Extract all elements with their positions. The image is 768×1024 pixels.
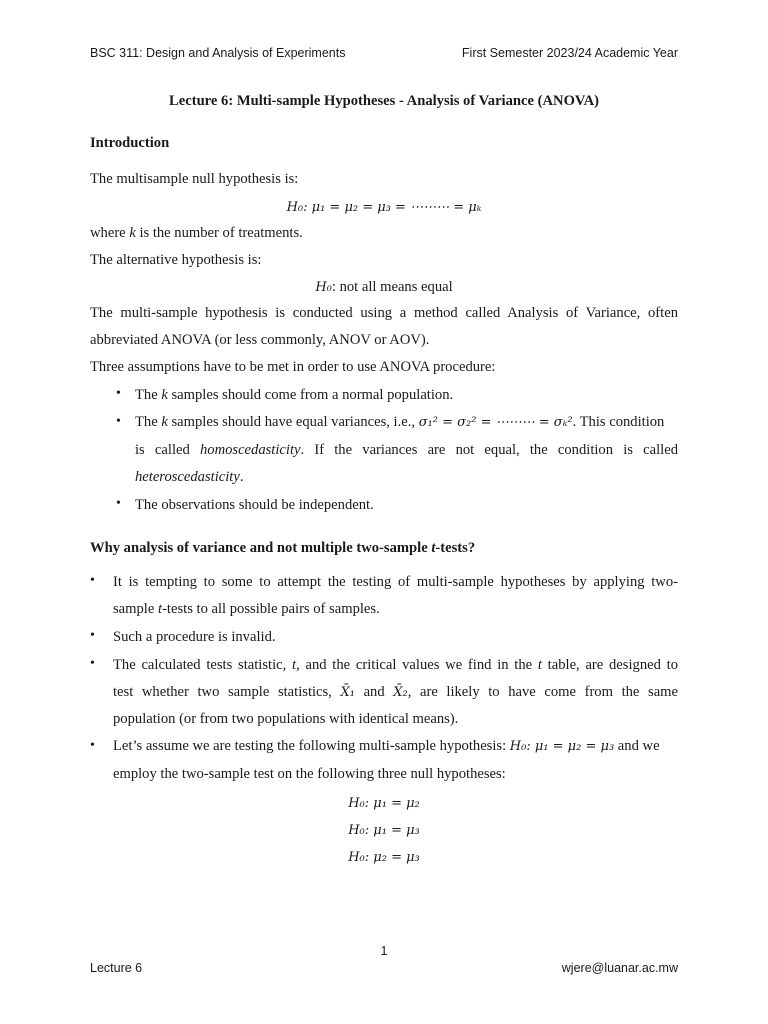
why-bullet-4-line-2: employ the two-sample test on the following three null hypotheses: — [113, 766, 506, 782]
assumption-variance-line-1: The k samples should have equal variances, i.e., σ₁² = σ₂² = ⋯⋯⋯ = σₖ². This condition — [135, 414, 665, 430]
alt-hypothesis: H₀: not all means equal — [315, 279, 453, 295]
bullet-icon: • — [116, 386, 121, 401]
bullet-icon: • — [90, 738, 95, 753]
why-bullet-4-line-1: Let’s assume we are testing the following multi-sample hypothesis: H₀: μ₁ = μ₂ = μ₃ and we — [113, 738, 660, 754]
assumptions-lead: Three assumptions have to be met in order to use ANOVA procedure: — [90, 359, 496, 375]
alt-lead: The alternative hypothesis is: — [90, 252, 262, 268]
null-lead: The multisample null hypothesis is: — [90, 171, 299, 187]
hypothesis-3: H₀: μ₂ = μ₃ — [348, 850, 420, 865]
why-bullet-1-line-1: It is tempting to some to attempt the testing of multi-sample hypotheses by applying two- — [113, 574, 678, 590]
bullet-icon: • — [116, 414, 121, 429]
anova-line-1: The multi-sample hypothesis is conducted using a method called Analysis of Variance, often — [90, 305, 678, 321]
bullet-icon: • — [90, 628, 95, 643]
intro-heading: Introduction — [90, 135, 170, 151]
assumption-variance-line-2: is called homoscedasticity. If the variances are not equal, the condition is called — [135, 442, 678, 458]
page-number: 1 — [380, 944, 388, 958]
bullet-icon: • — [90, 656, 95, 671]
why-bullet-3-line-2: test whether two sample statistics, X̄₁ and X̄₂, are likely to have come from the same — [113, 684, 678, 700]
why-heading: Why analysis of variance and not multiple two-sample t-tests? — [90, 540, 476, 556]
where-k-line: where k is the number of treatments. — [90, 225, 303, 241]
why-bullet-3-line-3: population (or from two populations with identical means). — [113, 711, 459, 727]
anova-line-2: abbreviated ANOVA (or less commonly, ANOV or AOV). — [90, 332, 430, 348]
bullet-icon: • — [116, 496, 121, 511]
bullet-icon: • — [90, 573, 95, 588]
assumption-normal: The k samples should come from a normal population. — [135, 387, 454, 403]
why-bullet-1-line-2: sample t-tests to all possible pairs of samples. — [113, 601, 380, 617]
page-title: Lecture 6: Multi-sample Hypotheses - Analysis of Variance (ANOVA) — [169, 93, 599, 109]
header-semester: First Semester 2023/24 Academic Year — [461, 46, 678, 60]
assumption-independent: The observations should be independent. — [135, 497, 374, 513]
hypothesis-2: H₀: μ₁ = μ₃ — [348, 823, 420, 838]
assumption-variance-line-3: heteroscedasticity. — [135, 469, 244, 485]
why-bullet-3-line-1: The calculated tests statistic, t, and the critical values we find in the t table, are designed to — [113, 657, 678, 673]
null-hypothesis-equation: H₀: μ₁ = μ₂ = μ₃ = ⋯⋯⋯ = μₖ — [286, 200, 482, 215]
why-bullet-2: Such a procedure is invalid. — [113, 629, 276, 645]
footer-email: wjere@luanar.ac.mw — [561, 961, 678, 975]
hypothesis-1: H₀: μ₁ = μ₂ — [348, 796, 420, 811]
header-course: BSC 311: Design and Analysis of Experiments — [90, 46, 346, 60]
footer-left: Lecture 6 — [90, 961, 143, 975]
